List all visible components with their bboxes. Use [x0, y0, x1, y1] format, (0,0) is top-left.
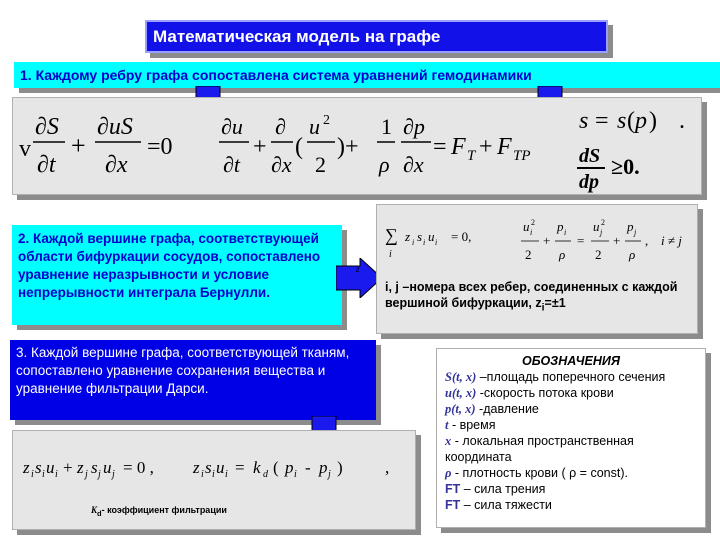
kd-sub: d [97, 508, 102, 518]
svg-text:i: i [564, 228, 567, 237]
svg-text:i: i [389, 249, 392, 260]
legend-symbol: FT [445, 498, 461, 512]
svg-text:=: = [235, 458, 245, 477]
item-3-box: 3. Каждой вершине графа, соответствующей тканям, сопоставлено уравнение сохранения вещества и уравнение фильтрации Дарси. [10, 340, 376, 420]
svg-text:+: + [63, 458, 73, 477]
svg-text:∂uS: ∂uS [97, 114, 133, 140]
svg-text:j: j [600, 228, 603, 237]
kd-symbol: K [91, 505, 98, 515]
svg-text:j: j [634, 228, 637, 237]
svg-text:∂S: ∂S [35, 114, 59, 140]
svg-text:∂t: ∂t [223, 152, 240, 177]
legend-symbol: t [445, 418, 449, 432]
svg-text:z: z [193, 458, 200, 477]
legend-item [445, 385, 697, 401]
svg-text:i: i [201, 469, 204, 480]
legend-text: -скорость потока крови [476, 386, 614, 400]
svg-text:≥0.: ≥0. [611, 154, 640, 179]
svg-text:+: + [479, 134, 493, 160]
svg-text:2: 2 [525, 247, 532, 262]
legend-item [445, 417, 697, 433]
svg-text:i: i [212, 469, 215, 480]
svg-text:z: z [405, 229, 411, 244]
svg-text:∂x: ∂x [403, 152, 424, 177]
legend-panel [436, 348, 706, 528]
legend-item [445, 465, 697, 481]
legend-item [445, 369, 697, 385]
svg-text:= 0,: = 0, [451, 229, 472, 244]
svg-text:p: p [319, 458, 328, 477]
svg-text:2: 2 [323, 113, 330, 128]
legend-symbol: FT [445, 482, 461, 496]
svg-text:s: s [35, 458, 42, 477]
item-2-box: 2. Каждой вершине графа, соответствующей области бифуркации сосудов, сопоставлено уравнение неразрывности и условие непрерывности интеграла Бернулли. [12, 225, 342, 325]
svg-text:p: p [635, 108, 647, 134]
svg-text:.: . [679, 108, 685, 134]
svg-text:v: v [19, 136, 31, 162]
svg-text:i: i [435, 238, 438, 247]
svg-text:ρ: ρ [559, 247, 566, 262]
kd-note [91, 505, 227, 518]
svg-text:=: = [595, 108, 609, 134]
svg-text:s: s [91, 458, 98, 477]
svg-text:2: 2 [601, 218, 605, 227]
svg-text:s: s [579, 108, 589, 134]
svg-text:u: u [216, 458, 225, 477]
svg-text:1: 1 [381, 114, 392, 139]
svg-text:s: s [617, 108, 627, 134]
svg-text:u: u [103, 458, 112, 477]
svg-text:2: 2 [595, 247, 602, 262]
svg-text:,: , [645, 233, 649, 248]
svg-text:u: u [428, 229, 435, 244]
svg-text:+: + [253, 134, 267, 160]
svg-text:s: s [417, 229, 423, 244]
svg-text:u: u [593, 219, 600, 234]
svg-text:,: , [385, 458, 390, 477]
legend-item [445, 433, 697, 465]
svg-text:2: 2 [315, 152, 326, 177]
svg-text:(: ( [295, 134, 303, 160]
svg-text:s: s [205, 458, 212, 477]
svg-text:+: + [613, 233, 621, 248]
bifurcation-note [385, 279, 691, 317]
svg-text:i: i [294, 469, 297, 480]
svg-text:F: F [497, 134, 512, 160]
legend-item [445, 497, 697, 513]
legend-symbol: ρ [445, 466, 452, 480]
vertex-tissue-panel [12, 430, 416, 530]
legend-text: - локальная пространственная координата [445, 434, 634, 464]
svg-text:ρ: ρ [629, 247, 636, 262]
legend-header: ОБОЗНАЧЕНИЯ [522, 354, 620, 368]
note-ij-tail: =±1 [544, 296, 566, 310]
svg-text:-: - [305, 458, 311, 477]
svg-text:i: i [225, 469, 228, 480]
legend-text: - время [448, 418, 496, 432]
svg-text:j: j [112, 469, 115, 480]
svg-text:∂u: ∂u [221, 114, 243, 139]
z-mark: z [356, 264, 360, 274]
kd-tail: - коэффициент фильтрации [101, 505, 227, 515]
svg-text:j: j [85, 469, 88, 480]
legend-symbol: p(t, x) [445, 402, 476, 416]
svg-text:(: ( [273, 458, 279, 477]
svg-text:u: u [46, 458, 55, 477]
svg-text:i: i [42, 469, 45, 480]
svg-text:i: i [55, 469, 58, 480]
svg-text:p: p [627, 219, 634, 234]
svg-text:i: i [423, 238, 426, 247]
svg-text:j: j [328, 469, 331, 480]
svg-text:∂x: ∂x [105, 152, 128, 178]
legend-text: -давление [475, 402, 539, 416]
svg-text:T: T [467, 148, 476, 164]
vertex-bifurcation-panel [376, 204, 698, 334]
legend-item [445, 401, 697, 417]
svg-text:z: z [77, 458, 84, 477]
svg-text:=: = [433, 134, 447, 160]
legend-text: – сила тяжести [460, 498, 552, 512]
svg-text:+: + [543, 233, 551, 248]
note-ij-text: i, j –номера всех ребер, соединенных с каждой вершиной бифуркации, z [385, 280, 678, 310]
legend-item [445, 481, 697, 497]
note-ij-sub: i [541, 302, 545, 314]
svg-text:u: u [523, 219, 530, 234]
svg-text:(: ( [627, 108, 635, 134]
svg-text:)+: )+ [337, 134, 359, 160]
svg-text:F: F [451, 134, 466, 160]
svg-text:∑: ∑ [385, 225, 398, 245]
legend-text: –площадь поперечного сечения [476, 370, 666, 384]
svg-text:j: j [98, 469, 101, 480]
svg-text:=0: =0 [147, 134, 173, 160]
svg-text:): ) [337, 458, 343, 477]
legend-text: - плотность крови ( ρ = const). [451, 466, 628, 480]
svg-text:∂: ∂ [275, 114, 286, 139]
bifurcation-formula [377, 205, 699, 281]
edge-equations-panel [12, 97, 702, 195]
svg-text:u: u [309, 114, 320, 139]
svg-text:∂p: ∂p [403, 114, 425, 139]
svg-text:k: k [253, 458, 261, 477]
svg-text:i: i [31, 469, 34, 480]
svg-text:2: 2 [531, 218, 535, 227]
svg-text:): ) [649, 108, 657, 134]
svg-text:dS: dS [579, 145, 601, 167]
svg-text:p: p [557, 219, 564, 234]
svg-text:ρ: ρ [379, 152, 390, 177]
svg-text:p: p [285, 458, 294, 477]
svg-text:i: i [530, 228, 533, 237]
edge-equations-formula [13, 98, 703, 196]
legend-symbol: x [445, 434, 452, 448]
svg-text:dp: dp [579, 171, 599, 193]
svg-text:= 0 ,: = 0 , [123, 458, 154, 477]
svg-text:z: z [23, 458, 30, 477]
svg-text:i ≠ j: i ≠ j [661, 233, 682, 248]
svg-text:∂t: ∂t [37, 152, 56, 178]
legend-text: – сила трения [460, 482, 546, 496]
svg-text:TP: TP [513, 148, 531, 164]
svg-text:∂x: ∂x [271, 152, 292, 177]
item-1-banner: 1. Каждому ребру графа сопоставлена система уравнений гемодинамики [14, 62, 720, 88]
svg-text:d: d [263, 469, 268, 480]
legend-symbol: S(t, x) [445, 370, 477, 384]
tissue-formula [13, 431, 417, 501]
legend-symbol: u(t, x) [445, 386, 477, 400]
svg-text:+: + [71, 131, 86, 160]
slide-title: Математическая модель на графе [145, 20, 608, 53]
svg-text:i: i [412, 238, 415, 247]
svg-text:=: = [577, 233, 585, 248]
